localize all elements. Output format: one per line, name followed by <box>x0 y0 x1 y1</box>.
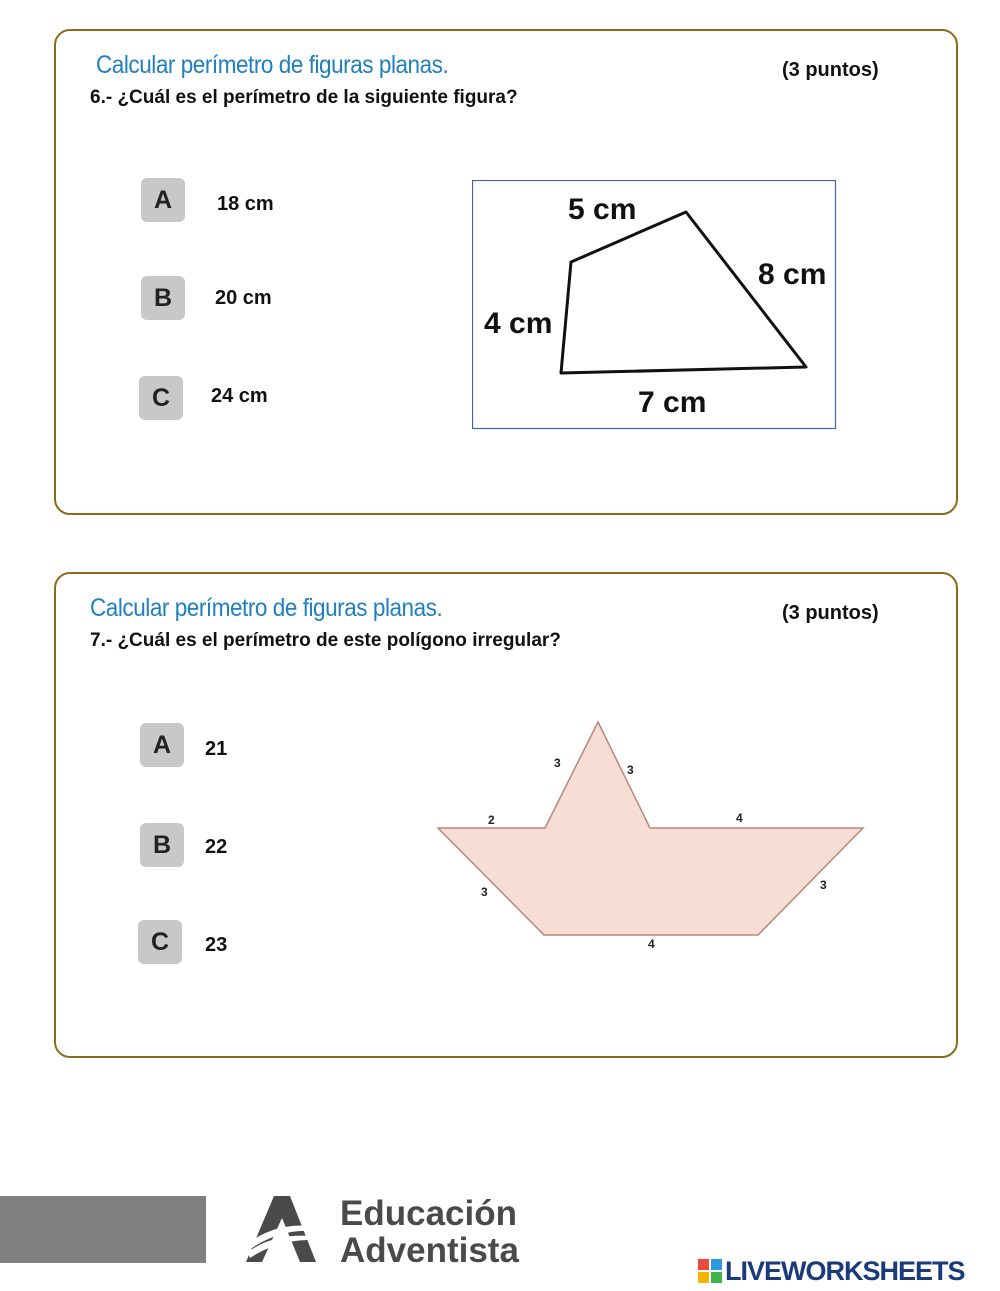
brand-line-2: Adventista <box>340 1231 519 1270</box>
question-prompt: 6.- ¿Cuál es el perímetro de la siguiente figura? <box>90 87 518 108</box>
label-peak-left: 3 <box>554 756 561 770</box>
question-prompt: 7.- ¿Cuál es el perímetro de este polígono irregular? <box>90 630 561 651</box>
option-c-button[interactable]: C <box>139 376 183 420</box>
label-left: 4 cm <box>484 307 553 340</box>
option-b-value: 22 <box>205 836 228 858</box>
boat-polygon-shape <box>438 722 863 935</box>
label-peak-right: 3 <box>627 763 634 777</box>
question-card-7 <box>54 572 958 1058</box>
label-bottom: 4 <box>648 937 655 951</box>
brand-line-1: Educación <box>340 1194 517 1233</box>
points-label: (3 puntos) <box>782 602 879 624</box>
watermark-text: LIVEWORKSHEETS <box>725 1255 965 1286</box>
label-slant-right: 3 <box>820 878 827 892</box>
label-right: 8 cm <box>758 258 827 291</box>
option-c-value: 24 cm <box>211 385 268 407</box>
option-a-button[interactable]: A <box>141 178 185 222</box>
boat-polygon-figure <box>426 714 876 954</box>
option-b-value: 20 cm <box>215 287 272 309</box>
option-a-button[interactable]: A <box>140 723 184 767</box>
option-a-value: 21 <box>205 738 228 760</box>
label-slant-left: 3 <box>481 885 488 899</box>
footer-gray-bar <box>0 1196 206 1263</box>
topic-title: Calcular perímetro de figuras planas. <box>90 594 443 622</box>
label-top-right: 4 <box>736 811 743 825</box>
points-label: (3 puntos) <box>782 59 879 81</box>
label-top-left: 2 <box>488 813 495 827</box>
liveworksheets-watermark <box>698 1257 965 1285</box>
option-b-button[interactable]: B <box>141 276 185 320</box>
option-b-button[interactable]: B <box>140 823 184 867</box>
topic-title: Calcular perímetro de figuras planas. <box>96 51 449 79</box>
option-c-value: 23 <box>205 934 228 956</box>
question-card-6 <box>54 29 958 515</box>
label-top: 5 cm <box>568 193 637 226</box>
option-c-button[interactable]: C <box>138 920 182 964</box>
liveworksheets-grid-icon <box>698 1259 722 1283</box>
option-a-value: 18 cm <box>217 193 274 215</box>
label-bottom: 7 cm <box>638 386 707 419</box>
adventista-logo-icon <box>246 1196 316 1262</box>
quadrilateral-figure <box>472 180 838 430</box>
